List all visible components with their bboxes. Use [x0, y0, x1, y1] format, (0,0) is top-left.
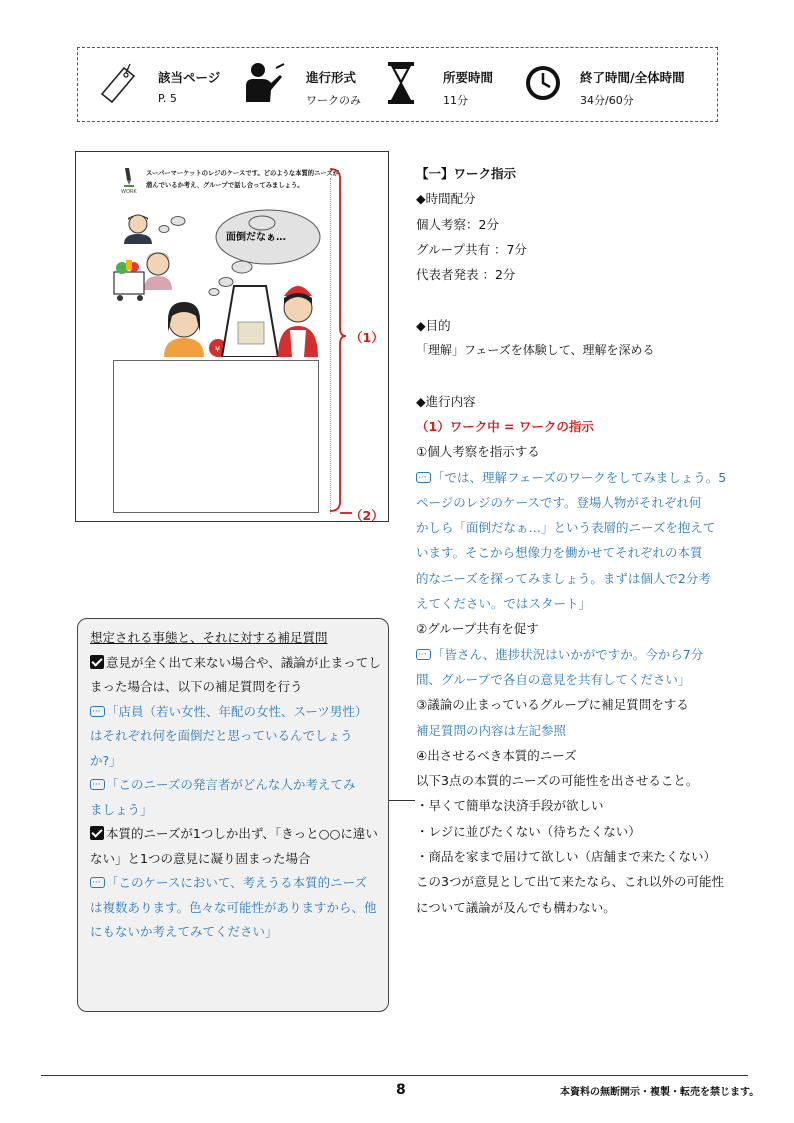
instruction-text: （1）ワーク中 = ワークの指示: [416, 418, 594, 434]
instruction-text: 代表者発表 ：2分: [416, 267, 516, 283]
note-text: はそれぞれ何を面倒だと思っているんでしょう: [90, 728, 353, 743]
note-text: ない」と1つの意見に凝り固まった場合: [90, 850, 311, 866]
instruction-line: [416, 566, 746, 591]
speech-bubble-icon: [90, 877, 105, 888]
answer-box: [113, 360, 319, 513]
instruction-line: [416, 338, 746, 363]
info-title: 終了時間/全体時間: [580, 70, 685, 85]
note-line: [90, 920, 382, 945]
note-text: ましょう」: [90, 801, 153, 817]
note-text: 「このケースにおいて、考えうる本質的ニーズ: [106, 875, 368, 890]
clock-icon: [524, 64, 562, 102]
info-value: ワークのみ: [306, 94, 361, 107]
instruction-line: [416, 186, 746, 211]
instruction-text: この3つが意見として出て来たなら、これ以外の可能性: [416, 874, 724, 890]
instruction-text: ・早くて簡単な決済手段が欲しい: [416, 798, 604, 814]
instruction-line: [416, 414, 746, 439]
instruction-text: 「では、理解フェーズのワークをしてみましょう。5: [432, 469, 727, 485]
bracket-label-1: （1）: [350, 330, 384, 345]
info-item-end-time: [523, 48, 717, 123]
checkbox-checked-icon: [90, 826, 104, 840]
instruction-line: [416, 844, 746, 869]
instruction-column: [416, 161, 746, 920]
instruction-text: ◆進行内容: [416, 393, 476, 409]
instruction-line: [416, 642, 746, 667]
note-text: 「店員（若い女性、年配の女性、スーツ男性）: [106, 703, 368, 719]
instruction-line: [416, 869, 746, 894]
work-pencil-icon: [122, 166, 136, 188]
presenter-icon: [240, 60, 286, 106]
note-text: にもないか考えてみてください」: [90, 924, 278, 939]
copyright-notice: 本資料の無断開示・複製・転売を禁じます。: [560, 1087, 760, 1098]
instruction-text: います。そこから想像力を働かせてそれぞれの本質: [416, 545, 703, 561]
note-text: まった場合は、以下の補足質問を行う: [90, 679, 303, 694]
instruction-text: ページのレジのケースです。登場人物がそれぞれ何: [416, 494, 702, 510]
speech-bubble-icon: [90, 779, 105, 790]
supplementary-question-box: [77, 618, 389, 1012]
instruction-text: 間、グループで各自の意見を共有してください」: [416, 671, 691, 687]
info-item-page: [78, 48, 238, 123]
instruction-text: えてください。ではスタート」: [416, 596, 592, 612]
instruction-text: ④出させるべき本質的ニーズ: [416, 747, 577, 763]
note-line: [90, 749, 382, 774]
info-title: 所要時間: [443, 70, 494, 85]
instruction-text: 以下3点の本質的ニーズの可能性を出させること。: [416, 773, 699, 789]
instruction-line: [416, 667, 746, 692]
info-value: 34分/60分: [580, 94, 634, 107]
instruction-text: ②グループ共有を促す: [416, 621, 539, 637]
info-item-duration: [383, 48, 523, 123]
info-item-format: [238, 48, 378, 123]
bracket-marks: [326, 168, 352, 518]
instruction-line: [416, 768, 746, 793]
note-content: [90, 626, 382, 945]
note-line: [90, 651, 382, 676]
instruction-line: [416, 237, 746, 262]
speech-bubble-icon: [90, 706, 105, 717]
instruction-line: [416, 287, 746, 312]
instruction-line: [416, 692, 746, 717]
info-value: 11分: [443, 94, 468, 107]
instruction-line: [416, 465, 746, 490]
instruction-line: [416, 819, 746, 844]
instruction-line: [416, 718, 746, 743]
info-title: 該当ページ: [158, 70, 221, 85]
note-text: 意見が全く出て来ない場合や、議論が止まってし: [106, 654, 381, 670]
note-line: [90, 773, 382, 798]
instruction-line: [416, 363, 746, 388]
speech-bubble-icon: [416, 649, 431, 660]
instruction-text: 【一】ワーク指示: [416, 166, 517, 181]
work-instruction-line: 潜んでいるか考え、グループで話し合ってみましょう。: [146, 182, 304, 189]
info-value: P. 5: [158, 92, 177, 105]
instruction-line: [416, 161, 746, 186]
instruction-text: ③議論の止まっているグループに補足質問をする: [416, 697, 689, 713]
note-line: [90, 896, 382, 921]
connector-line: [389, 800, 415, 801]
instruction-text: 補足質問の内容は左記参照: [416, 722, 567, 738]
instruction-line: [416, 793, 746, 818]
page-number: 8: [396, 1082, 406, 1098]
instruction-text: ①個人考察を指示する: [416, 444, 540, 460]
instruction-text: について議論が及んでも構わない。: [416, 899, 616, 915]
work-label: WORK: [121, 189, 137, 195]
instruction-line: [416, 212, 746, 237]
instruction-line: [416, 313, 746, 338]
hourglass-icon: [386, 60, 416, 106]
bookmark-tag-icon: [96, 62, 140, 108]
instruction-text: 「皆さん、進捗状況はいかがですか。今から7分: [432, 646, 704, 662]
note-text: は複数あります。色々な可能性がありますから、他: [90, 899, 377, 915]
work-instruction-line: スーパーマーケットのレジのケースです。どのような本質的ニーズが: [146, 170, 339, 177]
bracket-label-2: （2）: [350, 508, 384, 523]
note-line: [90, 871, 382, 896]
note-text: 本質的ニーズが1つしか出ず、「きっと○○に違い: [106, 826, 378, 841]
instruction-text: ・商品を家まで届けて欲しい（店舗まで来たくない）: [416, 849, 717, 865]
checkout-scene-illustration: [106, 212, 336, 357]
work-instruction: [146, 168, 339, 192]
session-info-box: [77, 47, 718, 122]
instruction-line: [416, 439, 746, 464]
note-line: [90, 847, 382, 872]
instruction-text: 個人考察：2分: [416, 216, 499, 232]
instruction-text: ◆目的: [416, 317, 451, 333]
note-text: 想定される事態と、それに対する補足質問: [90, 630, 328, 645]
instruction-line: [416, 540, 746, 565]
instruction-text: ◆時間配分: [416, 191, 476, 207]
instruction-text: ・レジに並びたくない（待ちたくない）: [416, 823, 641, 839]
instruction-line: [416, 591, 746, 616]
footer-rule: [41, 1075, 748, 1076]
instruction-line: [416, 895, 746, 920]
instruction-line: [416, 389, 746, 414]
note-line: [90, 626, 382, 651]
note-line: [90, 675, 382, 700]
note-line: [90, 822, 382, 847]
note-line: [90, 700, 382, 725]
instruction-line: [416, 262, 746, 287]
svg-text:¥: ¥: [215, 345, 221, 354]
instruction-line: [416, 616, 746, 641]
instruction-line: [416, 515, 746, 540]
note-line: [90, 724, 382, 749]
instruction-line: [416, 743, 746, 768]
instruction-line: [416, 490, 746, 515]
note-text: か?」: [90, 752, 122, 768]
speech-bubble-icon: [416, 472, 431, 483]
instruction-text: グループ共有 ：7分: [416, 241, 527, 257]
instruction-text: かしら「面倒だなぁ…」という表層的ニーズを抱えて: [416, 520, 716, 536]
bubble-text: 面倒だなぁ…: [226, 232, 286, 243]
checkbox-checked-icon: [90, 655, 104, 669]
note-text: 「このニーズの発言者がどんな人か考えてみ: [106, 777, 356, 792]
info-title: 進行形式: [306, 70, 357, 85]
instruction-text: 的なニーズを探ってみましょう。まずは個人で2分考: [416, 570, 711, 586]
note-line: [90, 798, 382, 823]
instruction-text: 「理解」フェーズを体験して、理解を深める: [416, 343, 655, 358]
